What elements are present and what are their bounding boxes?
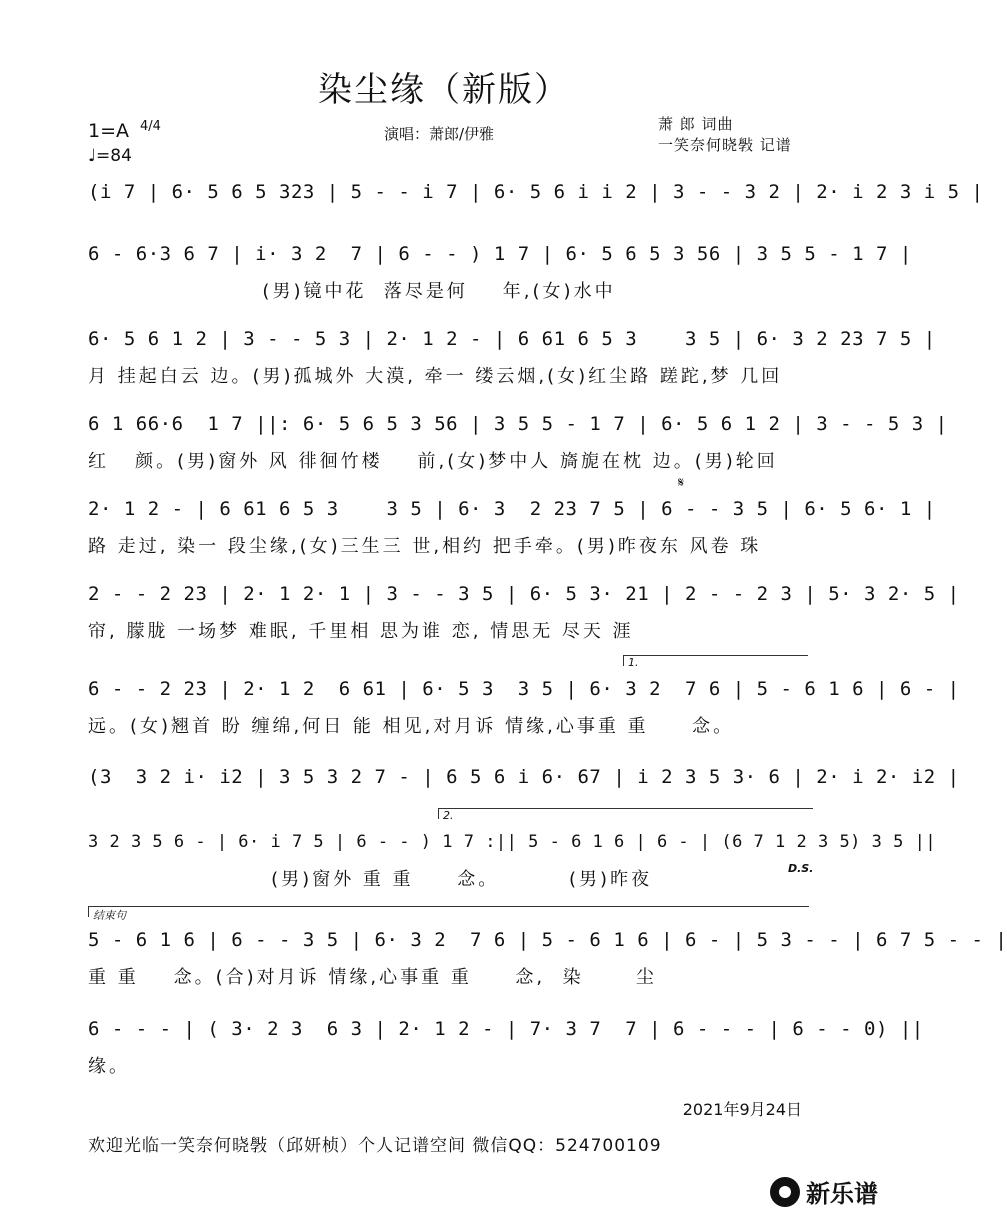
notation: 3 2 3 5 6 - | 6· i 7 5 | 6 - - ) 1 7 :|| 5 - 6 1 6 | 6 - | (6 7 1 2 3 5) 3 5 || bbox=[88, 832, 937, 852]
key-signature: 1=A bbox=[88, 120, 130, 142]
date-stamp: 2021年9月24日 bbox=[682, 1100, 802, 1119]
notation: 6 1 66·6 1 7 ||: 6· 5 6 5 3 56 | 3 5 5 - 1 7 | 6· 5 6 1 2 | 3 - - 5 3 | bbox=[88, 413, 948, 435]
lyricist-composer-credit: 萧 郎 词曲 bbox=[658, 115, 734, 133]
time-signature: 4/4 bbox=[140, 119, 161, 134]
lyrics: (男)窗外 重 重 念。 (男)昨夜 bbox=[88, 869, 653, 890]
lyrics: 缘。 bbox=[88, 1056, 130, 1077]
footer-note: 欢迎光临一笑奈何晓斅（邱妍桢）个人记谱空间 微信QQ：524700109 bbox=[88, 1136, 662, 1156]
transcriber-credit: 一笑奈何晓斅 记谱 bbox=[658, 136, 792, 154]
notation: 6 - 6·3 6 7 | i· 3 2 7 | 6 - - ) 1 7 | 6· 5 6 5 3 56 | 3 5 5 - 1 7 | bbox=[88, 243, 912, 265]
singers-credit: 演唱：萧郎/伊雅 bbox=[384, 125, 495, 143]
logo-text: 新乐谱 bbox=[806, 1180, 878, 1208]
notation: (3 3 2 i· i2 | 3 5 3 2 7 - | 6 5 6 i 6· 67 | i 2 3 5 3· 6 | 2· i 2· i2 | bbox=[88, 766, 960, 788]
notation: 2 - - 2 23 | 2· 1 2· 1 | 3 - - 3 5 | 6· 5 3· 21 | 2 - - 2 3 | 5· 3 2· 5 | bbox=[88, 583, 960, 605]
segno-sign: 𝄋 bbox=[678, 475, 685, 491]
notation: 6 - - - | ( 3· 2 3 6 3 | 2· 1 2 - | 7· 3 7 7 | 6 - - - | 6 - - 0) || bbox=[88, 1018, 924, 1040]
record-icon bbox=[770, 1177, 800, 1207]
page-title: 染尘缘（新版） bbox=[318, 70, 570, 110]
notation: 6· 5 6 1 2 | 3 - - 5 3 | 2· 1 2 - | 6 61 6 5 3 3 5 | 6· 3 2 23 7 5 | bbox=[88, 328, 936, 350]
lyrics: 月 挂起白云 边。(男)孤城外 大漠, 牵一 缕云烟,(女)红尘路 蹉跎,梦 几回 bbox=[88, 366, 783, 387]
volta-second-ending: 2. bbox=[438, 808, 813, 819]
ds-mark: D.S. bbox=[788, 862, 814, 875]
lyrics: 路 走过, 染一 段尘缘,(女)三生三 世,相约 把手牵。(男)昨夜东 风卷 珠 bbox=[88, 536, 762, 557]
notation: 6 - - 2 23 | 2· 1 2 6 61 | 6· 5 3 3 5 | 6· 3 2 7 6 | 5 - 6 1 6 | 6 - | bbox=[88, 678, 960, 700]
notation: (i 7 | 6· 5 6 5 323 | 5 - - i 7 | 6· 5 6 i i 2 | 3 - - 3 2 | 2· i 2 3 i 5 | bbox=[88, 181, 984, 203]
tempo-mark: ♩=84 bbox=[88, 146, 132, 166]
lyrics: 重 重 念。(合)对月诉 情缘,心事重 重 念, 染 尘 bbox=[88, 967, 657, 988]
site-logo bbox=[770, 1174, 878, 1209]
lyrics: (男)镜中花 落尽是何 年,(女)水中 bbox=[88, 281, 616, 302]
lyrics: 远。(女)翘首 盼 缠绵,何日 能 相见,对月诉 情缘,心事重 重 念。 bbox=[88, 716, 735, 737]
notation: 2· 1 2 - | 6 61 6 5 3 3 5 | 6· 3 2 23 7 5 | 6 - - 3 5 | 6· 5 6· 1 | bbox=[88, 498, 936, 520]
lyrics: 帘, 朦胧 一场梦 难眠, 千里相 思为谁 恋, 情思无 尽天 涯 bbox=[88, 621, 634, 642]
lyrics: 红 颜。(男)窗外 风 徘徊竹楼 前,(女)梦中人 旖旎在枕 边。(男)轮回 bbox=[88, 451, 778, 472]
notation: 5 - 6 1 6 | 6 - - 3 5 | 6· 3 2 7 6 | 5 - 6 1 6 | 6 - | 5 3 - - | 6 7 5 - - | bbox=[88, 929, 1007, 951]
volta-first-ending: 1. bbox=[623, 655, 808, 666]
coda-bracket: 结束句 bbox=[88, 906, 809, 917]
